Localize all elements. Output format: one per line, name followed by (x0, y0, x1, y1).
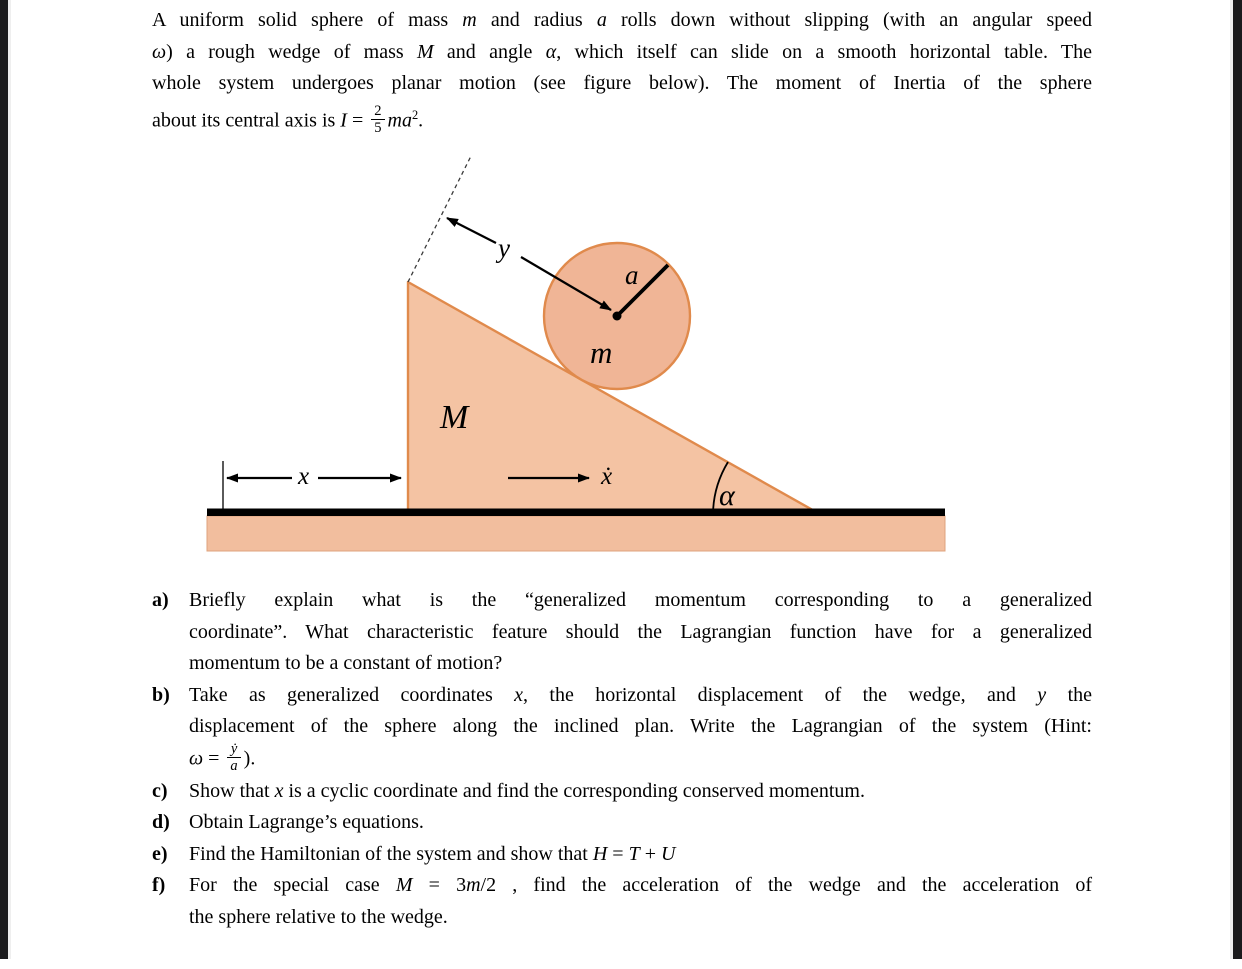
text-run: M (416, 40, 434, 63)
text-run: coordinate”. What characteristic feature should the Lagrangian function have for a generalized (189, 620, 1092, 643)
text-line (152, 37, 1092, 69)
left-frame-bar (0, 0, 8, 959)
right-page-edge-line (1230, 0, 1233, 959)
text-run: the sphere relative to the wedge. (189, 905, 448, 928)
question-label: e) (152, 842, 168, 865)
text-run: ). (243, 746, 256, 769)
question-label: d) (152, 811, 170, 834)
text-run: whole system undergoes planar motion (see figure below). The moment of Inertia of the sphere (152, 72, 1092, 94)
text-run: Take as generalized coordinates (189, 683, 515, 706)
text-run: = (203, 746, 225, 769)
text-run: T (628, 842, 640, 865)
text-run: , which itself can slide on a smooth horizontal table. The (556, 40, 1092, 63)
text-run: rolls down without slipping (with an angular speed (606, 9, 1092, 31)
text-run: = 3 (412, 874, 467, 897)
text-run: Briefly explain what is the “generalized momentum corresponding to a generalized (189, 589, 1092, 611)
question-item-f (152, 870, 1092, 933)
question-item-a (152, 585, 1092, 680)
table-ground (207, 516, 945, 551)
text-run: U (660, 842, 676, 865)
text-run: ω (152, 40, 167, 63)
text-run: x (274, 779, 284, 802)
wedge-mass-label: M (440, 399, 469, 436)
question-text (189, 807, 1092, 839)
question-label: c) (152, 779, 168, 802)
right-frame-bar (1233, 0, 1242, 959)
text-line (189, 585, 1092, 617)
figure-canvas (195, 150, 955, 560)
question-text (189, 839, 1092, 871)
question-item-c (152, 776, 1092, 808)
incline-extension-dashed-line (408, 156, 471, 282)
question-label: b) (152, 683, 170, 706)
text-line (189, 680, 1092, 712)
text-run: = (607, 842, 629, 865)
sphere-mass-label: m (590, 335, 613, 370)
text-run: ) a rough wedge of mass (166, 40, 417, 63)
question-text (189, 585, 1092, 680)
question-item-e (152, 839, 1092, 871)
question-label: a) (152, 589, 169, 611)
text-run: y (1037, 683, 1047, 706)
question-label: f) (152, 874, 166, 897)
text-line (189, 648, 1092, 680)
text-line (189, 617, 1092, 649)
question-item-d (152, 807, 1092, 839)
wedge-sphere-figure (195, 150, 955, 560)
text-run: ω (189, 746, 204, 769)
y-label: y (498, 233, 510, 263)
text-run: a (596, 9, 607, 31)
inline-fraction: $\frac{\text{ẏ}}{a}$ (227, 741, 240, 774)
text-line (189, 870, 1092, 902)
text-line (189, 776, 1092, 808)
text-run: . (418, 109, 424, 132)
text-line (189, 839, 1092, 871)
text-run: is a cyclic coordinate and find the corresponding conserved momentum. (283, 779, 865, 802)
text-line (189, 902, 1092, 934)
question-list (152, 585, 1092, 933)
text-line (152, 68, 1092, 100)
text-run: m (462, 9, 477, 31)
x-label: x (298, 463, 310, 490)
question-text (189, 680, 1092, 776)
text-line (152, 5, 1092, 37)
text-run: Show that (189, 779, 275, 802)
problem-statement (152, 5, 1092, 138)
text-run: x (514, 683, 524, 706)
text-run: H (592, 842, 608, 865)
text-run: /2 , find the acceleration of the wedge and the acceleration of (480, 874, 1092, 897)
text-run: I (340, 109, 347, 132)
text-run: ma (387, 109, 412, 132)
text-run: displacement of the sphere along the inclined plan. Write the Lagrangian of the system (Hint: (189, 715, 1092, 737)
text-line (189, 711, 1092, 743)
sphere-center-dot (613, 312, 622, 321)
sphere-radius-label: a (625, 260, 639, 290)
text-run: m (466, 874, 481, 897)
question-item-b (152, 680, 1092, 776)
text-run: Obtain Lagrange’s equations. (189, 811, 424, 834)
text-run: A uniform solid sphere of mass (152, 9, 463, 31)
text-run: M (395, 874, 413, 897)
text-run: the (1046, 683, 1093, 706)
inline-fraction: $\frac{2}{5}$ (371, 103, 384, 136)
question-text (189, 870, 1092, 933)
text-run: and angle (433, 40, 546, 63)
text-run: momentum to be a constant of motion? (189, 652, 503, 674)
y-distance-arrow-upper (447, 218, 496, 243)
left-page-edge-line (8, 0, 11, 959)
text-run: about its central axis is (152, 109, 341, 132)
question-text (189, 776, 1092, 808)
text-run: For the special case (189, 874, 396, 897)
text-line (189, 740, 1092, 776)
superscript: 2 (411, 107, 419, 122)
table-surface-line (207, 509, 945, 517)
x-velocity-label: ẋ (601, 463, 613, 490)
text-line (189, 807, 1092, 839)
text-run: α (545, 40, 557, 63)
text-line (152, 100, 1092, 139)
text-run: , the horizontal displacement of the wedge, and (523, 683, 1038, 706)
alpha-label: α (719, 479, 735, 512)
text-run: + (639, 842, 661, 865)
text-run: Find the Hamiltonian of the system and show that (189, 842, 593, 865)
text-run: = (346, 109, 369, 132)
text-run: and radius (476, 9, 597, 31)
